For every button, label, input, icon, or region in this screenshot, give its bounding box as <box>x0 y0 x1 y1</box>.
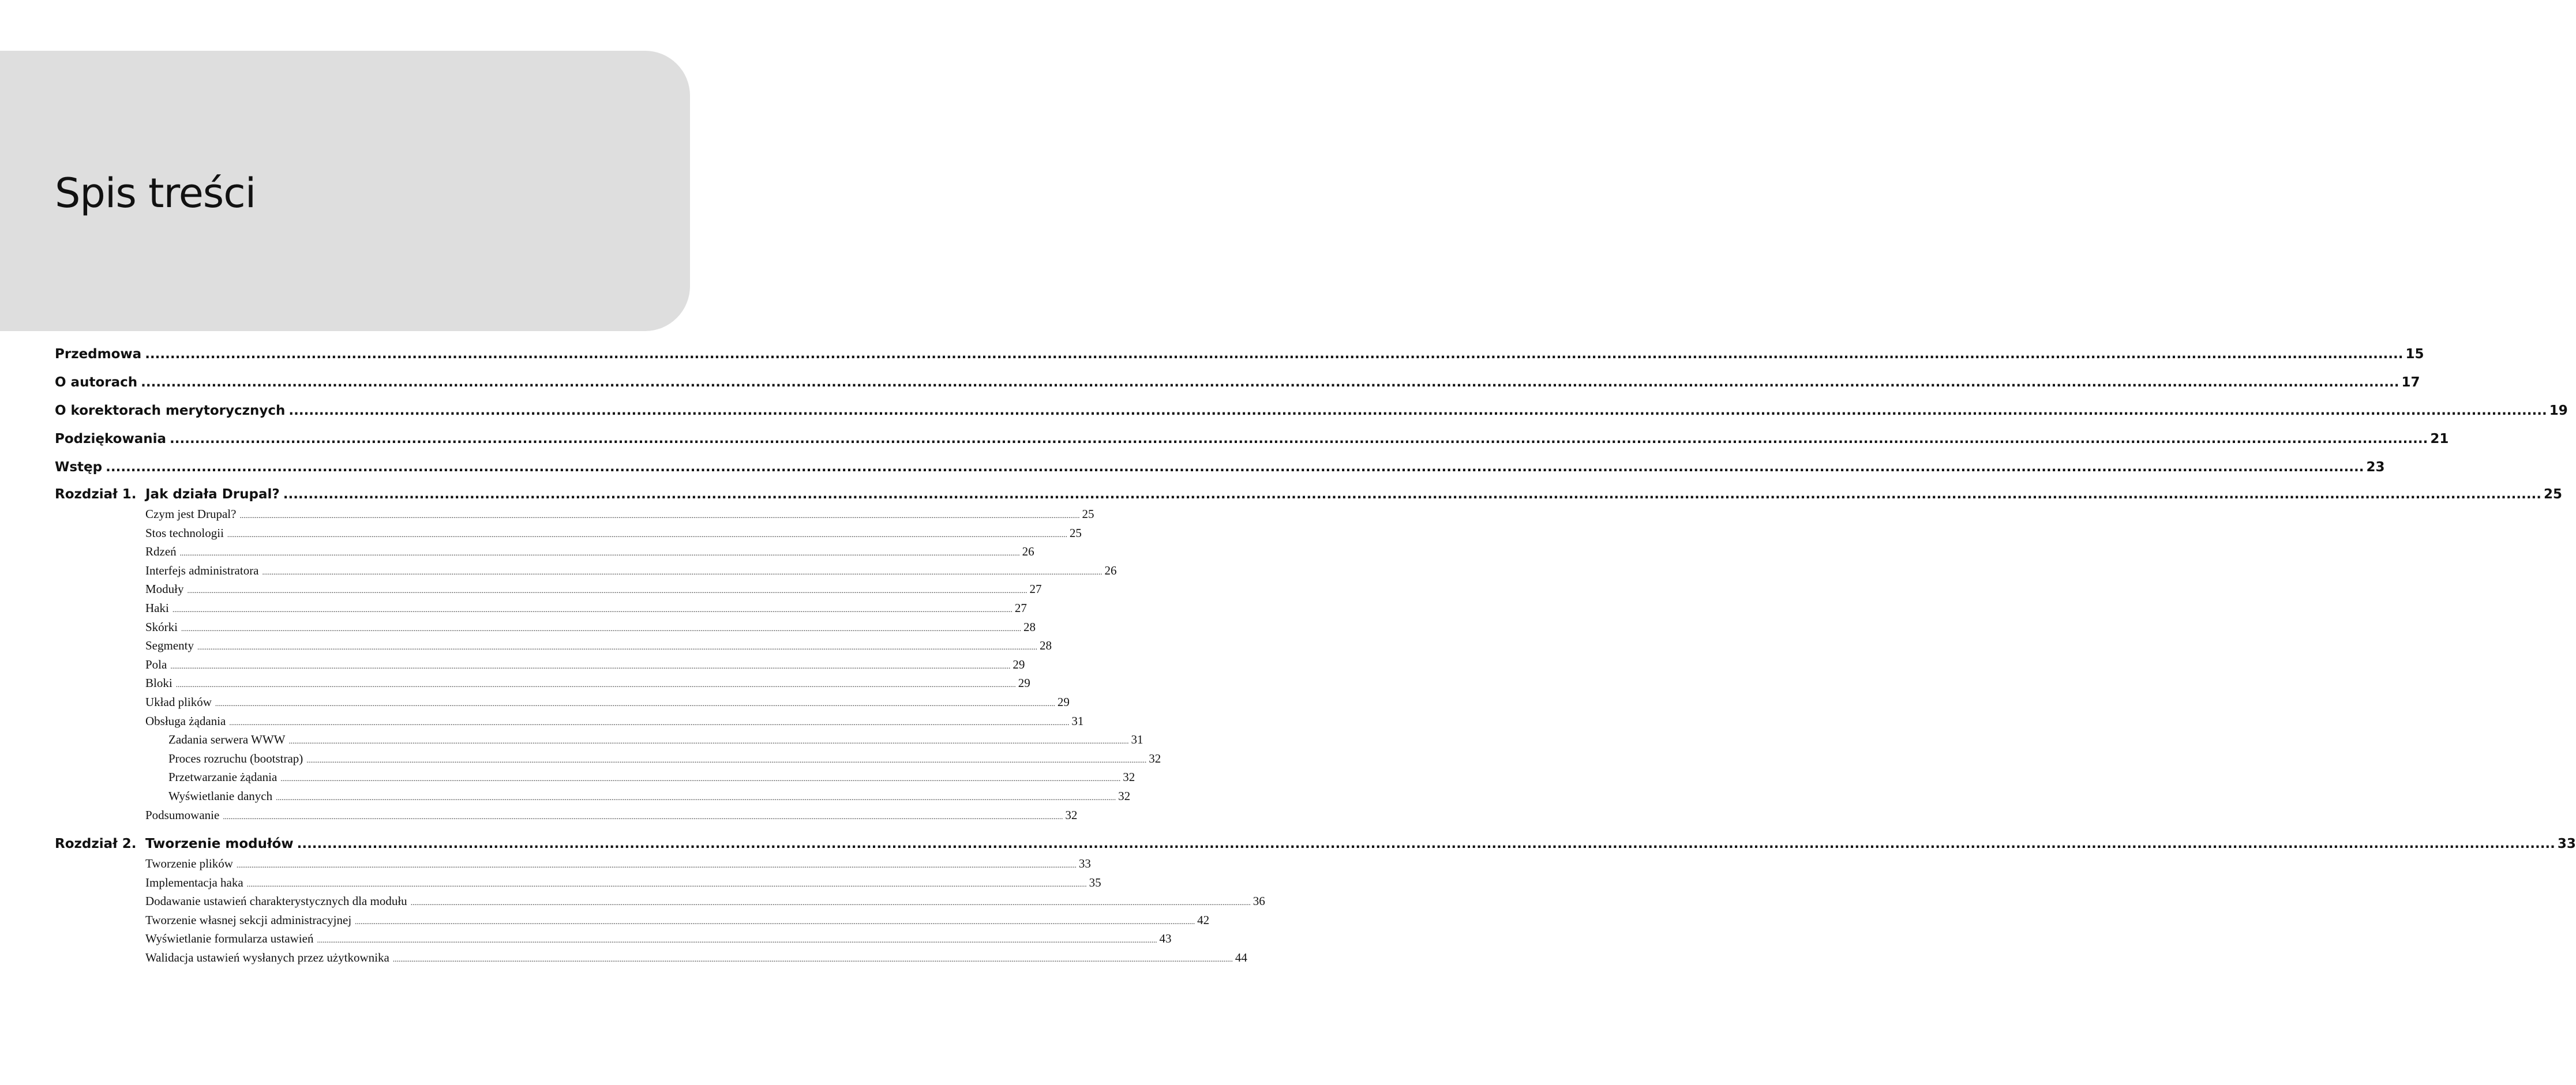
section-label: Moduły <box>145 582 184 596</box>
dot-leader <box>283 482 2541 507</box>
section-label: Skórki <box>145 620 178 634</box>
toc-entry-przedmowa[interactable] <box>55 340 2424 369</box>
toc-subsection[interactable] <box>145 787 1131 806</box>
section-label: Stos technologii <box>145 525 224 540</box>
section-page: 25 <box>1082 507 1094 521</box>
section-page: 29 <box>1018 676 1030 690</box>
section-label: Zadania serwera WWW <box>168 733 286 747</box>
dot-leader <box>247 875 1087 894</box>
toc-subsection[interactable] <box>145 730 1143 749</box>
section-label: Haki <box>145 600 169 615</box>
toc-section[interactable] <box>145 542 1034 561</box>
toc-entry-page: 15 <box>2405 347 2424 362</box>
dot-leader <box>411 893 1251 913</box>
dot-leader <box>215 694 1055 714</box>
toc-section[interactable] <box>145 655 1025 674</box>
section-page: 28 <box>1040 639 1052 653</box>
section-label: Tworzenie własnej sekcji administracyjnej <box>145 913 352 927</box>
chapter-title-entry[interactable] <box>145 831 2576 857</box>
section-page: 26 <box>1022 545 1034 559</box>
toc-section[interactable] <box>145 618 1036 637</box>
section-page: 32 <box>1118 789 1131 803</box>
toc-entry-page: 23 <box>2366 460 2385 475</box>
chapter-2 <box>55 831 2576 967</box>
section-label: Wyświetlanie formularza ustawień <box>145 932 314 946</box>
section-label: Implementacja haka <box>145 875 243 889</box>
chapter-heading <box>55 482 2563 505</box>
dot-leader <box>197 638 1037 657</box>
section-label: Obsługa żądania <box>145 714 226 728</box>
toc-section[interactable] <box>145 854 1091 873</box>
chapter-1 <box>55 482 2563 824</box>
section-page: 35 <box>1089 875 1101 889</box>
toc-section[interactable] <box>145 636 1052 655</box>
section-label: Walidacja ustawień wysłanych przez użytkownika <box>145 951 389 965</box>
dot-leader <box>393 950 1233 969</box>
section-label: Bloki <box>145 676 173 690</box>
section-label: Wyświetlanie danych <box>168 789 273 803</box>
chapter-number: Rozdział 1. <box>55 487 137 502</box>
toc-section[interactable] <box>145 892 1265 911</box>
dot-leader <box>181 620 1021 639</box>
chapter-number: Rozdział 2. <box>55 836 137 852</box>
toc-entry-label: Wstęp <box>55 460 103 475</box>
toc-entry-label: Przedmowa <box>55 347 142 362</box>
toc-entry-page: 19 <box>2549 403 2568 418</box>
dot-leader <box>173 600 1013 620</box>
toc-section[interactable] <box>145 873 1101 892</box>
dot-leader <box>223 808 1063 827</box>
section-page: 32 <box>1149 751 1161 765</box>
dot-leader <box>280 769 1120 789</box>
toc-entry-o-korektorach[interactable] <box>55 397 2568 425</box>
section-page: 27 <box>1014 600 1027 615</box>
section-page: 32 <box>1123 770 1135 784</box>
section-page: 36 <box>1253 894 1265 908</box>
toc-section[interactable] <box>145 911 1210 930</box>
toc-entry-o-autorach[interactable] <box>55 369 2420 397</box>
section-page: 42 <box>1197 913 1210 927</box>
dot-leader <box>237 856 1077 875</box>
section-label: Interfejs administratora <box>145 563 259 577</box>
chapter-title: Tworzenie modułów <box>145 836 294 852</box>
section-page: 43 <box>1159 932 1172 946</box>
dot-leader <box>306 751 1146 770</box>
dot-leader <box>141 369 2399 397</box>
front-matter-list <box>55 340 2568 482</box>
dot-leader <box>288 397 2547 425</box>
toc-section[interactable] <box>145 674 1030 693</box>
dot-leader <box>263 563 1103 582</box>
dot-leader <box>180 544 1020 563</box>
dot-leader <box>106 453 2364 482</box>
section-page: 31 <box>1071 714 1084 728</box>
toc-section[interactable] <box>145 806 1078 825</box>
table-of-contents <box>55 340 2576 967</box>
section-page: 31 <box>1131 733 1143 747</box>
section-list <box>145 505 1161 824</box>
chapter-title: Jak działa Drupal? <box>145 487 280 502</box>
dot-leader <box>188 581 1028 600</box>
toc-section[interactable] <box>145 693 1070 712</box>
section-label: Układ plików <box>145 694 212 709</box>
dot-leader <box>227 525 1067 545</box>
toc-section[interactable] <box>145 599 1027 618</box>
section-page: 27 <box>1029 582 1042 596</box>
section-label: Proces rozruchu (bootstrap) <box>168 751 303 765</box>
section-page: 28 <box>1023 620 1036 634</box>
section-label: Pola <box>145 657 167 671</box>
chapter-page: 33 <box>2557 836 2576 852</box>
section-page: 25 <box>1069 525 1082 540</box>
toc-entry-wstep[interactable] <box>55 453 2385 482</box>
chapter-heading <box>55 831 2576 854</box>
section-page: 44 <box>1235 951 1247 965</box>
toc-section[interactable] <box>145 524 1082 543</box>
section-label: Segmenty <box>145 639 194 653</box>
section-label: Czym jest Drupal? <box>145 507 237 521</box>
section-label: Dodawanie ustawień charakterystycznych dla modułu <box>145 894 407 908</box>
dot-leader <box>170 657 1010 676</box>
section-page: 29 <box>1013 657 1025 671</box>
toc-entry-label: O autorach <box>55 375 138 390</box>
toc-section[interactable] <box>145 948 1247 967</box>
section-page: 33 <box>1078 857 1091 871</box>
dot-leader <box>276 789 1116 808</box>
dot-leader <box>229 714 1069 733</box>
toc-entry-label: O korektorach merytorycznych <box>55 403 286 418</box>
section-label: Przetwarzanie żądania <box>168 770 278 784</box>
toc-entry-page: 17 <box>2401 375 2420 390</box>
chapter-page: 25 <box>2544 487 2563 502</box>
section-label: Tworzenie plików <box>145 857 233 871</box>
toc-entry-page: 21 <box>2430 431 2449 446</box>
toc-entry-podziekowania[interactable] <box>55 425 2449 453</box>
section-page: 29 <box>1057 694 1070 709</box>
dot-leader <box>355 913 1195 932</box>
dot-leader <box>317 931 1157 950</box>
toc-section[interactable] <box>145 712 1084 731</box>
toc-subsection[interactable] <box>145 749 1161 768</box>
section-page: 26 <box>1104 563 1117 577</box>
dot-leader <box>176 675 1016 694</box>
section-page: 32 <box>1065 808 1078 822</box>
section-list <box>145 854 1265 967</box>
dot-leader <box>239 506 1079 525</box>
toc-section[interactable] <box>145 505 1094 524</box>
dot-leader <box>170 425 2428 453</box>
dot-leader <box>145 340 2403 369</box>
section-label: Rdzeń <box>145 545 177 559</box>
toc-section[interactable] <box>145 929 1172 948</box>
chapter-title-entry[interactable] <box>145 482 2562 507</box>
toc-section[interactable] <box>145 561 1117 580</box>
page-title: Spis treści <box>55 170 256 217</box>
toc-section[interactable] <box>145 580 1042 599</box>
section-label: Podsumowanie <box>145 808 220 822</box>
dot-leader <box>297 831 2555 857</box>
toc-subsection[interactable] <box>145 768 1135 787</box>
toc-entry-label: Podziękowania <box>55 431 167 446</box>
dot-leader <box>289 732 1129 751</box>
